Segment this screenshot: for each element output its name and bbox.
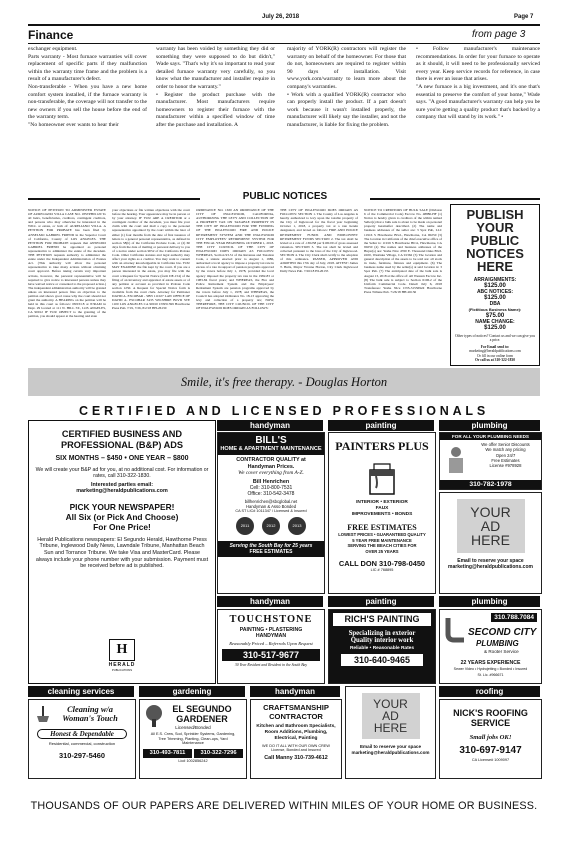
herald-logo-sub: PUBLICATIONS bbox=[111, 668, 133, 672]
finance-column-2: warranty has been voided by something they did or something they were supposed to do but didn't," Wade says. "That's why it's so important to read your detailed furnace warranty very carefully, so you know what the manufacturer and installer require in order to honor the warranty." • Register the product purchase with the manufacturer. Most manufacturers require homeowners to register their furnace with the manufacturer within a specified window of time after the purchase and installation. A bbox=[156, 46, 275, 128]
craftsmanship-line-3: Electrical, Painting bbox=[274, 736, 318, 741]
notice-ordinance: ORDINANCE NO. 1630 AN ORDINANCE OF THE CITY OF INGLEWOOD, CALIFORNIA, AUTHORIZING THE LEVY AND COLLECTION OF A PROPERTY TAX ON TAXABLE PROPERTY IN THE CITY OF INGLEWOOD FOR THE FUNDING OF THE INGLEWOOD FIRE AND POLICE RETIREMENT SYSTEM AND THE INGLEWOOD CITY EMPLOYEES' RETIREMENT SYSTEM FOR THE FISCAL YEAR BEGINNING OCTOBER 1, 2018. THE CITY COUNCIL OF THE CITY OF INGLEWOOD DOES ORDAIN AS FOLLOWS: WHEREAS, Section 93.31 of the Revenue and Taxation Code, a statute enacted prior to August 1, 1986, authorized a local agency to impose a property tax rate in excess of a rate in support of pension programs approved by the voters before July 1, 1978, provided the local agency imposed the property tax rate in the 1982-83 or 1983-84 fiscal years; and WHEREAS, the Fire and Police Retirement System and the Employees' Retirement System are pension programs approved by the voters before July 1, 1978; and WHEREAS, the Council has adopted Ordinance No. 18-13 approving the levy and collection of a property tax; NOW, THEREFORE, THE CITY COUNCIL OF THE CITY OF INGLEWOOD DOES ORDAIN AS FOLLOWS: bbox=[196, 208, 274, 311]
bills-ad bbox=[217, 432, 325, 594]
cleaning-tag-2: Residential, commercial, construction bbox=[48, 741, 116, 746]
certified-ad-interested: Interested parties email: bbox=[90, 481, 154, 488]
gardener-services: All E.S. Crew, Sod, Sprinkler Systems, Gardening, Tree Trimming, Planting, Clean-ups, Yard Maintenance bbox=[150, 732, 236, 746]
painters-free: FREE ESTIMATES bbox=[347, 523, 417, 532]
your-ad-2-text[interactable]: Email to reserve your space marketing@heraldpublications.com bbox=[351, 744, 430, 755]
second-city-services: Sewer Video • Hydrojetting • Bonded • Insured bbox=[453, 667, 528, 671]
bills-we-do: We cover everything from A-Z. bbox=[238, 470, 304, 477]
pipe-icon bbox=[444, 616, 466, 649]
dba-label: DBA bbox=[489, 301, 501, 307]
publish-line-5: HERE bbox=[476, 259, 514, 274]
painters-lic: LIC # 768895 bbox=[370, 568, 394, 573]
publish-line-4: NOTICES bbox=[466, 246, 524, 261]
second-city-years: 22 YEARS EXPERIENCE bbox=[460, 660, 521, 666]
gardener-phone-1[interactable]: 310-493-7811 bbox=[143, 749, 192, 758]
award-2012-badge: 2012 bbox=[262, 517, 280, 535]
continued-from: from page 3 bbox=[472, 29, 526, 40]
bills-serving: Serving the South Bay for 25 years bbox=[229, 543, 313, 550]
your-ad-2-line-2: AD bbox=[382, 709, 399, 723]
el-segundo-gardener-ad bbox=[139, 699, 247, 779]
header-rule bbox=[28, 24, 540, 26]
richs-name: RICH'S PAINTING bbox=[333, 613, 431, 626]
plumbing-1-bill: We match any pricing bbox=[485, 447, 526, 453]
bills-office[interactable]: Office: 310-542-3478 bbox=[247, 491, 295, 498]
email-link[interactable]: marketing@heraldpublications.com bbox=[469, 349, 521, 354]
abc-price: $125.00 bbox=[484, 295, 506, 301]
gardener-name-2: GARDENER bbox=[176, 714, 228, 724]
your-ad-1-text[interactable]: Email to reserve your space marketing@heraldpublications.com bbox=[448, 558, 533, 571]
finance-column-4: • Follow manufacturer's maintenance recommendations. In order for your furnace to operate as it should, it will need to be professionally serviced every year. Keep service records for reference, in case there is ever an issue that arises. "A new furnace is a big investment, and it's one that's essential to preserve the comfort of your home," Wade says. "A good manufacturer's warranty can help you be sure you're getting a quality product that's backed by a company that will stand by its work." • bbox=[416, 46, 540, 121]
plumbing-1-free: Free Estimates bbox=[491, 457, 520, 463]
plumbing-1-open: Open 24/7 bbox=[495, 452, 516, 458]
nicks-phone[interactable]: 310-697-9147 bbox=[459, 745, 522, 756]
notice-bulk-sale: NOTICE TO CREDITORS OF BULK SALE (Division 6 of the Commercial Code) Escrow No. 48880-HF (1) Notice is hereby given to creditors of the within named Seller(s) that a bulk sale is about to be made on personal property hereinafter described. (2) The name and business addresses of the seller are: 3 Spot Pub, LLC 11916 S Hawthorne Blvd., Hawthorne, CA 90250 (3) The location in California of the chief executive office of the Seller is: 11916 S Hawthorne Blvd., Hawthorne, CA 90250 (4) The names and business addresses of the Buyer(s) are: Yeshe Nice 4760 E. Thousand Oaks Blvd. #100, Westlake Village, CA 91362 (5) The location and general description of the assets to be sold are: all stock in trade, furniture, fixtures and equipment. (6) The business name used by the seller(s) at said location is: 3 Spot Pub. (7) The anticipated date of the bulk sale is August 13, 2018 at the office of: All Western Escrow Inc. (8) The bulk sale is subject to Section 6106.2 of the Uniform Commercial Code. Dated: July 6, 2018 Transferees: Yeshe Nice CNS-3153692# Hawthorne Press Tribune Pub. 7/26/18 HH-26136 bbox=[364, 208, 442, 294]
certified-ad-body: Herald Publications newspapers: El Segundo Herald, Hawthorne Press Tribune, Inglewood Daily News, Lawndale Tribune, Manhattan Beach Sun and Torrance Tribune. We take Visa and MasterCard. Please always include your phone number with your submission. Payment must be received before ad is published. bbox=[35, 536, 209, 570]
category-handyman-2: handyman bbox=[217, 596, 323, 607]
quote-banner bbox=[28, 368, 540, 396]
painters-low: LOWEST PRICES • GUARANTEED QUALITY bbox=[338, 532, 426, 537]
bills-license: Handyman & Asso Bonded bbox=[245, 504, 297, 510]
notice-estate-villa-cont: your objections or file written objections with the court before the hearing. Your appearance may be in person or by your attorney. IF YOU ARE A CREDITOR or a contingent creditor of the decedent, you must file your claim with the court and mail a copy to the personal representative appointed by the court within the later of either (1) four months from the date of first issuance of letters to a general personal representative, as defined in section 58(b) of the California Probate Code, or (2) 60 days from the date of mailing or personal delivery to you of a notice under section 9052 of the California Probate Code. Other California statutes and legal authority may affect your rights as a creditor. You may want to consult with an attorney knowledgeable in California law. YOU MAY EXAMINE the file kept by the court. If you are a person interested in the estate, you may file with the court a Request for Special Notice (form DE-154) of the filing of an inventory and appraisal of estate assets or of any petition or account as provided in Probate Code section 1250. A Request for Special Notice form is available from the court clerk. Attorney for Petitioner DAVID A. ESCOBAR - SBN 111027 LAW OFFICE OF DAVID A. ESCOBAR 3435 WILSHIRE BLVD STE 1100 LOS ANGELES CA 90010 CN951399 Hawthorne Press Pub. 7/19, 7/26, 8/2/18 HH-26130 bbox=[112, 208, 190, 311]
plumbing-1-header: FOR ALL YOUR PLUMBING NEEDS bbox=[440, 433, 541, 440]
richs-painting-ad bbox=[328, 609, 436, 684]
bills-owner: Bill Henrichen bbox=[252, 479, 290, 486]
painters-plus-name: PAINTERS PLUS bbox=[335, 439, 429, 453]
herald-logo bbox=[107, 639, 137, 672]
category-roofing: roofing bbox=[439, 686, 540, 697]
category-handyman-3: handyman bbox=[250, 686, 340, 697]
call-text: Or call us at 310-322-1830 bbox=[474, 358, 516, 363]
certified-ad bbox=[28, 420, 216, 684]
bills-contractor: CONTRACTOR QUALITY at Handyman Prices. bbox=[236, 457, 306, 470]
nicks-name-2: SERVICE bbox=[470, 718, 511, 728]
plumbing-1-lic: License #978928 bbox=[489, 463, 522, 469]
touchstone-phone[interactable]: 310-517-9677 bbox=[222, 649, 320, 661]
bills-cell[interactable]: Cell: 310-800-7531 bbox=[249, 485, 293, 492]
cleaning-icon bbox=[33, 704, 53, 729]
richs-phone[interactable]: 310-640-9465 bbox=[341, 654, 423, 666]
category-painting-2: painting bbox=[328, 596, 434, 607]
painters-services-3: IMPROVEMENTS • BONDS bbox=[351, 512, 413, 517]
painters-services: INTERIOR • EXTERIOR bbox=[356, 500, 408, 505]
name-change-price: $125.00 bbox=[484, 325, 506, 331]
footer-banner: THOUSANDS OF OUR PAPERS ARE DELIVERED WITHIN MILES OF YOUR HOME OR BUSINESS. bbox=[30, 800, 538, 812]
pick-newspaper-1: PICK YOUR NEWSPAPER! bbox=[69, 501, 175, 512]
plumbing-1-phone[interactable]: 310-782-1978 bbox=[440, 480, 541, 489]
arraignments-price: $125.00 bbox=[484, 283, 506, 289]
painters-call[interactable]: CALL DON 310-798-0450 bbox=[338, 559, 426, 569]
nicks-roofing-ad bbox=[439, 699, 542, 779]
your-ad-1-line-1: YOUR bbox=[470, 504, 511, 520]
public-notices-title: PUBLIC NOTICES bbox=[242, 191, 328, 202]
painters-services-2: FAUX bbox=[375, 506, 389, 511]
arraignments-label: ARRAIGNMENTS: bbox=[473, 277, 517, 283]
craftsmanship-lic: License, Bonded and Insured bbox=[271, 748, 321, 752]
craftsmanship-call[interactable]: Call Manny 310-739-4612 bbox=[264, 755, 328, 761]
plumbing-1-senior: We offer Senior Discounts bbox=[481, 442, 530, 447]
bills-free: FREE ESTIMATES bbox=[249, 549, 293, 556]
painters-plus-ad bbox=[328, 432, 436, 594]
notice-estate-villa: NOTICE OF PETITION TO ADMINISTER ESTATE OF AURELIANO VILLA CASE NO. 18STPB01120 To all heirs, beneficiaries, creditors, contingent creditors, and persons who may otherwise be interested in the WILL or estate, or both of: AURELIANO VILLA. A PETITION FOR PROBATE has been filed by ANSELMO GABRIEL FRIEND in the Superior Court of California, County of LOS ANGELES. THE PETITION FOR PROBATE requests that ANSELMO GABRIEL FRIEND be appointed as personal representative to administer the estate of the decedent. THE PETITION requests authority to administer the estate under the Independent Administration of Estates Act. (This authority will allow the personal representative to take many actions without obtaining court approval. Before taking certain very important actions, however, the personal representative will be required to give notice to interested persons unless they have waived notice or consented to the proposed action.) The independent administration authority will be granted unless an interested person files an objection to the petition and shows good cause why the court should not grant the authority. A HEARING on the petition will be held in this court as follows: 08/03/18 at 8:30AM in Dept. 29 located at 111 N. HILL ST., LOS ANGELES, CA 90012 IF YOU OBJECT to the granting of the petition, you should appear at the hearing and state bbox=[28, 208, 106, 319]
plumbing-ad-1 bbox=[439, 432, 542, 490]
category-cleaning: cleaning services bbox=[28, 686, 134, 697]
certified-ad-title: CERTIFIED BUSINESS AND PROFESSIONAL (B&P) ADS bbox=[61, 429, 183, 450]
second-city-plumbing-ad bbox=[439, 609, 542, 684]
notices-rule-left bbox=[28, 198, 200, 200]
paint-can-icon bbox=[362, 460, 402, 496]
painters-serving: SERVING THE BEACH CITIES FOR OVER 25 YEARS bbox=[347, 543, 417, 554]
touchstone-name: TOUCHSTONE bbox=[229, 614, 313, 625]
gardener-name: EL SEGUNDO bbox=[172, 704, 232, 714]
painters-warranty: 5 YEAR FREE MAINTENANCE bbox=[352, 537, 412, 543]
publish-notices-ad bbox=[450, 204, 540, 366]
certified-ad-info: We will create your B&P ad for you, at no additional cost. For information or rates, call 310-322-1830. bbox=[35, 467, 209, 480]
other-notices-text: Other types of notices? Contact us and we can give you a price. bbox=[455, 334, 535, 343]
nicks-lic: CA License# 1009097 bbox=[471, 758, 510, 762]
category-handyman-1: handyman bbox=[217, 420, 323, 431]
abc-label: ABC NOTICES: bbox=[476, 289, 514, 295]
second-city-phone[interactable]: 310.788.7084 bbox=[491, 613, 537, 622]
touchstone-footer: 30 Year Resident and Resident in the South Bay bbox=[234, 663, 308, 667]
notice-ordinance-cont: THE CITY OF INGLEWOOD DOES ORDAIN AS FOLLOWS: SECTION 1. The County of Los Angeles is hereby authorized to levy upon the taxable property of the City of Inglewood for the fiscal year beginning October 1, 2018, a property tax at a rate herein designated, and levied as follows: FIRE AND POLICE RETIREMENT FUNDS AND EMPLOYEES' RETIREMENT FUNDS SECTION 2. The tax shall be levied at a rate of .165238 per $100.00 of gross assessed valuation. SECTION 3. The tax shall be levied and collected pursuant to the laws of the City of Inglewood. SECTION 4. The City Clerk shall certify to the adoption of this ordinance. PASSED, APPROVED AND ADOPTED this 17th day of July, 2018. ATTEST: James T. Butts, Mayor Yvonne Horton, City Clerk Inglewood Daily News Pub. 7/26/18 HI-26135 bbox=[280, 208, 358, 274]
touchstone-services: PAINTING • PLASTERING bbox=[239, 627, 303, 633]
issue-date: July 26, 2018 bbox=[262, 14, 300, 20]
email-label: For Email send to: bbox=[480, 344, 510, 349]
craftsmanship-ad bbox=[250, 699, 342, 779]
certified-ad-offer: SIX MONTHS – $450 • ONE YEAR – $800 bbox=[55, 455, 189, 462]
dba-price: $75.00 bbox=[485, 313, 505, 319]
craftsmanship-line-1: Kitchen and Bathroom Specialists, bbox=[256, 724, 336, 729]
category-plumbing-2: plumbing bbox=[439, 596, 540, 607]
tree-icon bbox=[144, 704, 164, 733]
cleaning-phone[interactable]: 310-297-5460 bbox=[58, 751, 106, 760]
finance-column-3: majority of YORK(R) contractors will register the warranty on behalf of the homeowner. For those that do not, homeowners are required to register within 90 days of installation. Visit www.york.com/warranty to learn more about the company's warranties. • Work with a qualified YORK(R) contractor who can properly install the product. If a part doesn't work because it wasn't installed properly, the manufacturer will likely say the installer, and not the manufacturer, is liable for fixing the problem. bbox=[287, 46, 406, 128]
nicks-name: NICK'S ROOFING bbox=[453, 708, 528, 718]
section-rule bbox=[28, 43, 540, 44]
bills-title: HOME & APARTMENT MAINTENANCE bbox=[220, 446, 322, 452]
certified-banner: CERTIFIED AND LICENSED PROFESSIONALS bbox=[79, 404, 489, 418]
bills-license-2: CA ST LIC# 1011347 / Licensed & Insured bbox=[235, 509, 307, 514]
plumber-icon bbox=[444, 445, 468, 475]
notices-rule-right bbox=[370, 198, 540, 200]
name-change-label: NAME CHANGE: bbox=[475, 319, 515, 325]
certified-ad-email[interactable]: marketing@heraldpublications.com bbox=[76, 487, 168, 494]
category-gardening: gardening bbox=[139, 686, 245, 697]
nicks-small: Small jobs OK! bbox=[469, 734, 512, 741]
gardener-phone-2[interactable]: 310-322-7296 bbox=[194, 749, 243, 758]
cleaning-ad bbox=[28, 699, 136, 779]
finance-column-1: exchanger equipment. Parts warranty - Most furnace warranties will cover replacement of specific parts if they malfunction within the warranty time frame and the problem is a result of a manufacturer's defect. Non-transferable - When you have a new home comfort system installed, if the furnace warranty is non-transferable, the coverage will not transfer to the new owners if you sell the house before the end of the warranty term. "No homeowner ever wants to hear their bbox=[28, 46, 147, 128]
gardener-footer: Lic# 1002856242 bbox=[178, 758, 208, 763]
award-2013-badge: 2013 bbox=[288, 517, 306, 535]
herald-logo-text: HERALD bbox=[108, 662, 136, 668]
your-ad-2-line-3: HERE bbox=[373, 721, 408, 735]
category-painting-1: painting bbox=[328, 420, 434, 431]
publish-line-3: PUBLIC bbox=[470, 233, 520, 248]
bills-name: BILL'S bbox=[255, 435, 287, 446]
publish-line-2: YOUR bbox=[476, 220, 514, 235]
craftsmanship-we: WE DO IT ALL WITH OUR OWN CREW bbox=[262, 744, 330, 748]
touchstone-services-2: HANDYMAN bbox=[255, 633, 287, 639]
dba-sub: (Fictitious Business Name): bbox=[468, 307, 522, 312]
second-city-name: SECOND CITY bbox=[468, 627, 537, 638]
richs-line-2: Quality interior work bbox=[350, 637, 414, 644]
bills-email[interactable]: billhenrichen@sbcglobal.net bbox=[244, 499, 298, 505]
craftsmanship-name-2: CONTRACTOR bbox=[269, 712, 323, 721]
award-2011-badge: 2011 bbox=[236, 517, 254, 535]
category-plumbing-1: plumbing bbox=[439, 420, 540, 431]
pick-newspaper-2: All Six (or Pick And Choose) bbox=[65, 511, 179, 522]
touchstone-tag: Reasonably Priced – Referrals Upon Request bbox=[229, 641, 313, 646]
craftsmanship-line-2: Room Additions, Plumbing, bbox=[264, 730, 328, 735]
your-ad-2-line-1: YOUR bbox=[373, 697, 408, 711]
your-ad-1-line-2: AD bbox=[480, 518, 501, 534]
richs-line-1: Specializing in exterior bbox=[348, 630, 416, 637]
cleaning-name: Cleaning w/a bbox=[67, 705, 113, 714]
gardener-lic: Licensed/Bonded bbox=[175, 725, 211, 730]
richs-line-3: Reliable • Reasonable Rates bbox=[349, 646, 415, 651]
herald-logo-mark: H bbox=[116, 642, 128, 657]
publish-line-1: PUBLISH bbox=[466, 207, 524, 222]
page-number: Page 7 bbox=[514, 14, 534, 20]
second-city-sub: PLUMBING bbox=[476, 639, 519, 648]
second-city-sub-2: & Rooter Service bbox=[484, 649, 519, 654]
cleaning-tag: Honest & Dependable bbox=[37, 729, 127, 739]
section-title: Finance bbox=[28, 28, 74, 42]
second-city-lic: St. Lic. #966671 bbox=[477, 673, 504, 677]
your-ad-here-2 bbox=[345, 686, 436, 779]
touchstone-ad bbox=[217, 609, 325, 684]
your-ad-here-1 bbox=[439, 492, 542, 594]
craftsmanship-name: CRAFTSMANSHIP bbox=[263, 703, 329, 712]
quote-text: Smile, it's free therapy. - Douglas Horton bbox=[180, 375, 388, 389]
cleaning-name-2: Woman's Touch bbox=[62, 714, 118, 723]
online-form-text: Or fill in our online form bbox=[476, 353, 514, 358]
your-ad-1-line-3: HERE bbox=[471, 532, 510, 548]
pick-newspaper-3: For One Price! bbox=[93, 521, 151, 532]
